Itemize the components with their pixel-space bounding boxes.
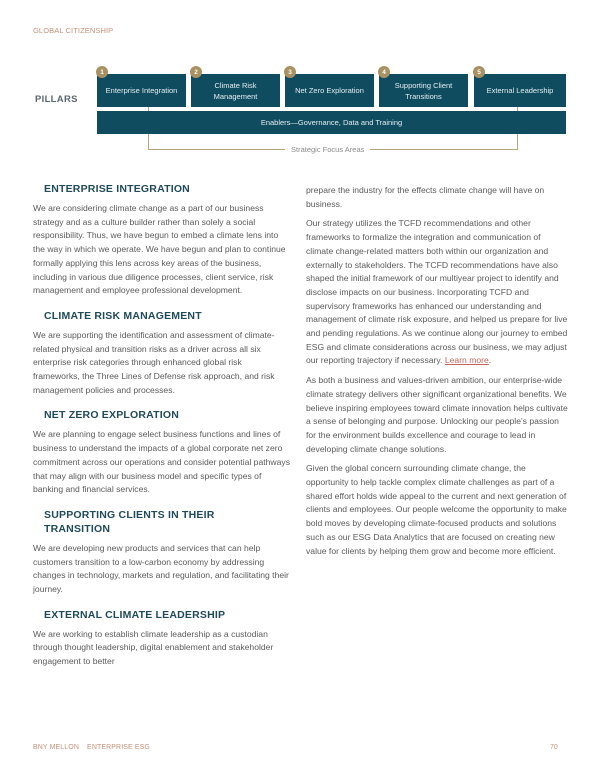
pillar-climate-risk-management bbox=[191, 74, 280, 107]
pillar-enterprise-integration bbox=[97, 74, 186, 107]
enablers-bar: Enablers—Governance, Data and Training bbox=[97, 111, 566, 134]
continuation-paragraph: prepare the industry for the effects climate change will have on business. bbox=[306, 185, 545, 209]
section-label: GLOBAL CITIZENSHIP bbox=[33, 26, 114, 35]
section-heading: ENTERPRISE INTEGRATION bbox=[44, 183, 190, 195]
pillar-net-zero-exploration bbox=[285, 74, 374, 107]
tcfd-period: . bbox=[488, 355, 492, 366]
learn-more-link[interactable]: Learn more bbox=[444, 355, 489, 366]
footer-report-name: ENTERPRISE ESG bbox=[87, 744, 150, 751]
pillar-number-badge: 3 bbox=[284, 66, 296, 78]
pillar-label: Net Zero Exploration bbox=[295, 86, 364, 95]
left-column bbox=[33, 182, 290, 680]
pillar-label: External Leadership bbox=[486, 86, 554, 95]
section-heading: NET ZERO EXPLORATION bbox=[44, 409, 180, 422]
section-climate-risk-management bbox=[33, 309, 290, 398]
section-body: We are developing new products and services that can help customers transition to a low-carbon economy by addressing changes in technology, markets and regulation, and facilitating their journey. bbox=[33, 542, 289, 595]
pillar-supporting-client-transitions bbox=[379, 74, 468, 107]
section-external-climate-leadership bbox=[33, 608, 290, 669]
right-column bbox=[306, 184, 568, 569]
pillar-label: Climate Risk Management bbox=[213, 80, 258, 101]
benefits-paragraph: As both a business and values-driven ambition, our enterprise-wide climate strategy delivers other significant organizational benefits. We believe inspiring employees toward climate innovation helps cultivate a sense of belonging and purpose. Unlocking our people's passion for the environment builds excellence and courage to lead in developing climate change solutions. bbox=[306, 375, 568, 454]
pillar-label: Supporting Client Transitions bbox=[394, 80, 453, 101]
section-heading: EXTERNAL CLIMATE LEADERSHIP bbox=[44, 608, 226, 621]
pillar-external-leadership bbox=[474, 74, 566, 107]
pillar-number-badge: 4 bbox=[378, 66, 390, 78]
pillar-number-badge: 1 bbox=[96, 66, 108, 78]
pillar-label: Enterprise Integration bbox=[105, 86, 178, 95]
footer-brand: BNY MELLON bbox=[33, 744, 79, 751]
section-net-zero-exploration bbox=[33, 408, 290, 497]
pillars-row-label: PILLARS bbox=[35, 94, 78, 105]
pillar-number-badge: 5 bbox=[473, 66, 485, 78]
tcfd-paragraph bbox=[306, 217, 568, 368]
page-number: 70 bbox=[550, 744, 558, 751]
pillar-number-badge: 2 bbox=[190, 66, 202, 78]
section-body: We are supporting the identification and assessment of climate-related physical and transition risks as a driver across all six enterprise risk categories through enhanced global risk frameworks, the Three Lines of Defense risk approach, and risk management policies and processes. bbox=[33, 329, 275, 395]
section-body: We are planning to engage select business functions and lines of business to understand the impacts of a global corporate net zero commitment across our operations and consider potential pathways that may align with our business model and specific types of banking and financial services. bbox=[33, 429, 290, 495]
pillars-diagram bbox=[0, 0, 600, 160]
section-body: We are working to establish climate leadership as a custodian through thought leadership, digital enablement and stakeholder engagement to better bbox=[33, 628, 274, 667]
section-body: We are considering climate change as a part of our business strategy and as a culture builder rather than solely a social responsibility. Thus, we have begun to embed a climate lens into the way in which we operate. We have begun and plan to continue formally applying this lens across key areas of the business, including in various due diligence processes, client service, risk management and employee professional development. bbox=[33, 203, 286, 296]
section-enterprise-integration bbox=[33, 182, 290, 298]
strategic-focus-label: Strategic Focus Areas bbox=[285, 145, 370, 154]
section-heading: CLIMATE RISK MANAGEMENT bbox=[44, 309, 202, 322]
section-supporting-clients bbox=[33, 508, 290, 597]
global-concern-paragraph: Given the global concern surrounding climate change, the opportunity to help tackle complex climate challenges as part of a shared effort holds wide appeal to the current and next generation of clients and employees. Our people welcome the opportunity to make bold moves by developing climate-focused products and solutions such as our ESG Data Analytics that are focused on creating new value for clients by helping them grow and become more efficient. bbox=[306, 463, 567, 556]
footer bbox=[33, 744, 150, 751]
tcfd-text: Our strategy utilizes the TCFD recommendations and other frameworks to formalize the integration and communication of climate change-related matters both within our organization and externally to stakeholders. The TCFD recommendations have also shaped the initial framework of our multiyear project to identify and disclose impacts on our business. Incorporating TCFD and supervisory frameworks has enhanced our understanding and management of climate risk exposure, and helped us prepare for live and pending regulations. As we continue along our journey to embed ESG and climate considerations across our business, we may adjust our reporting trajectory if necessary. bbox=[306, 218, 568, 366]
section-heading: SUPPORTING CLIENTS IN THEIR TRANSITION bbox=[44, 508, 215, 535]
